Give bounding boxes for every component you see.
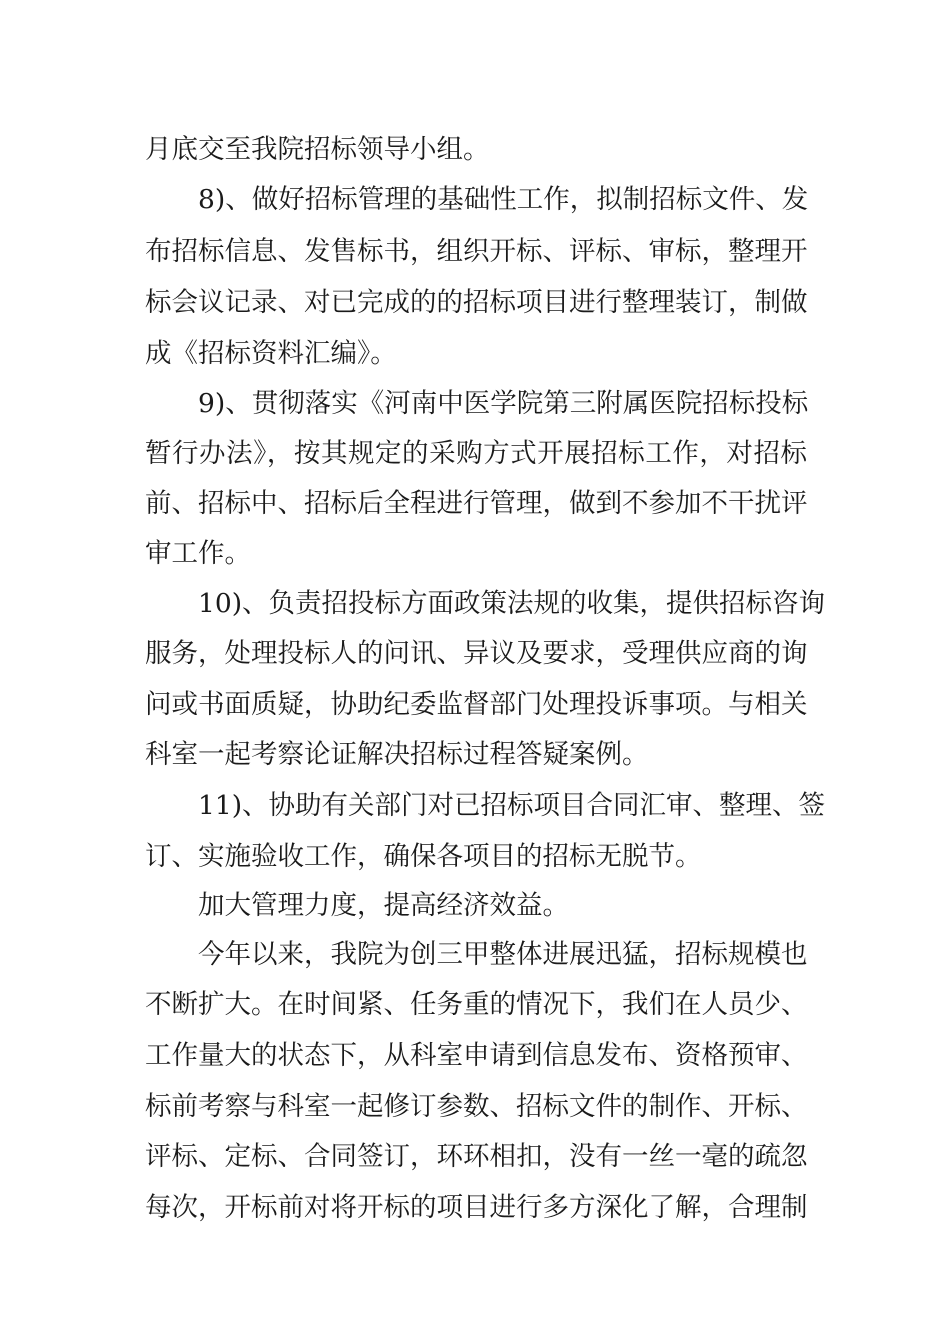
text-line: 审工作。	[145, 538, 251, 569]
text-line: 科室一起考察论证解决招标过程答疑案例。	[145, 739, 649, 770]
text-line: 问或书面质疑，协助纪委监督部门处理投诉事项。与相关	[145, 689, 808, 720]
text-line: 布招标信息、发售标书，组织开标、评标、审标，整理开	[145, 236, 808, 267]
text-line: 10)、负责招投标方面政策法规的收集，提供招标咨询	[198, 588, 826, 619]
text-line: 月底交至我院招标领导小组。	[145, 134, 490, 165]
text-line: 11)、协助有关部门对已招标项目合同汇审、整理、签	[198, 790, 826, 821]
text-line: 9)、贯彻落实《河南中医学院第三附属医院招标投标	[198, 388, 809, 419]
section-heading: 加大管理力度，提高经济效益。	[198, 890, 569, 921]
text-line: 标前考察与科室一起修订参数、招标文件的制作、开标、	[145, 1091, 808, 1122]
text-line: 不断扩大。在时间紧、任务重的情况下，我们在人员少、	[145, 989, 808, 1020]
text-line: 8)、做好招标管理的基础性工作，拟制招标文件、发	[198, 184, 809, 215]
text-line: 前、招标中、招标后全程进行管理，做到不参加不干扰评	[145, 488, 808, 519]
text-line: 订、实施验收工作，确保各项目的招标无脱节。	[145, 841, 702, 872]
text-line: 暂行办法》，按其规定的采购方式开展招标工作，对招标	[145, 438, 807, 469]
text-line: 标会议记录、对已完成的的招标项目进行整理装订，制做	[145, 287, 808, 318]
text-line: 今年以来，我院为创三甲整体进展迅猛，招标规模也	[198, 939, 808, 970]
text-line: 服务，处理投标人的问讯、异议及要求，受理供应商的询	[145, 638, 808, 669]
text-line: 成《招标资料汇编》。	[145, 338, 397, 369]
text-line: 评标、定标、合同签订，环环相扣，没有一丝一毫的疏忽	[145, 1141, 808, 1172]
text-line: 每次，开标前对将开标的项目进行多方深化了解，合理制	[145, 1192, 808, 1223]
text-line: 工作量大的状态下，从科室申请到信息发布、资格预审、	[145, 1040, 808, 1071]
